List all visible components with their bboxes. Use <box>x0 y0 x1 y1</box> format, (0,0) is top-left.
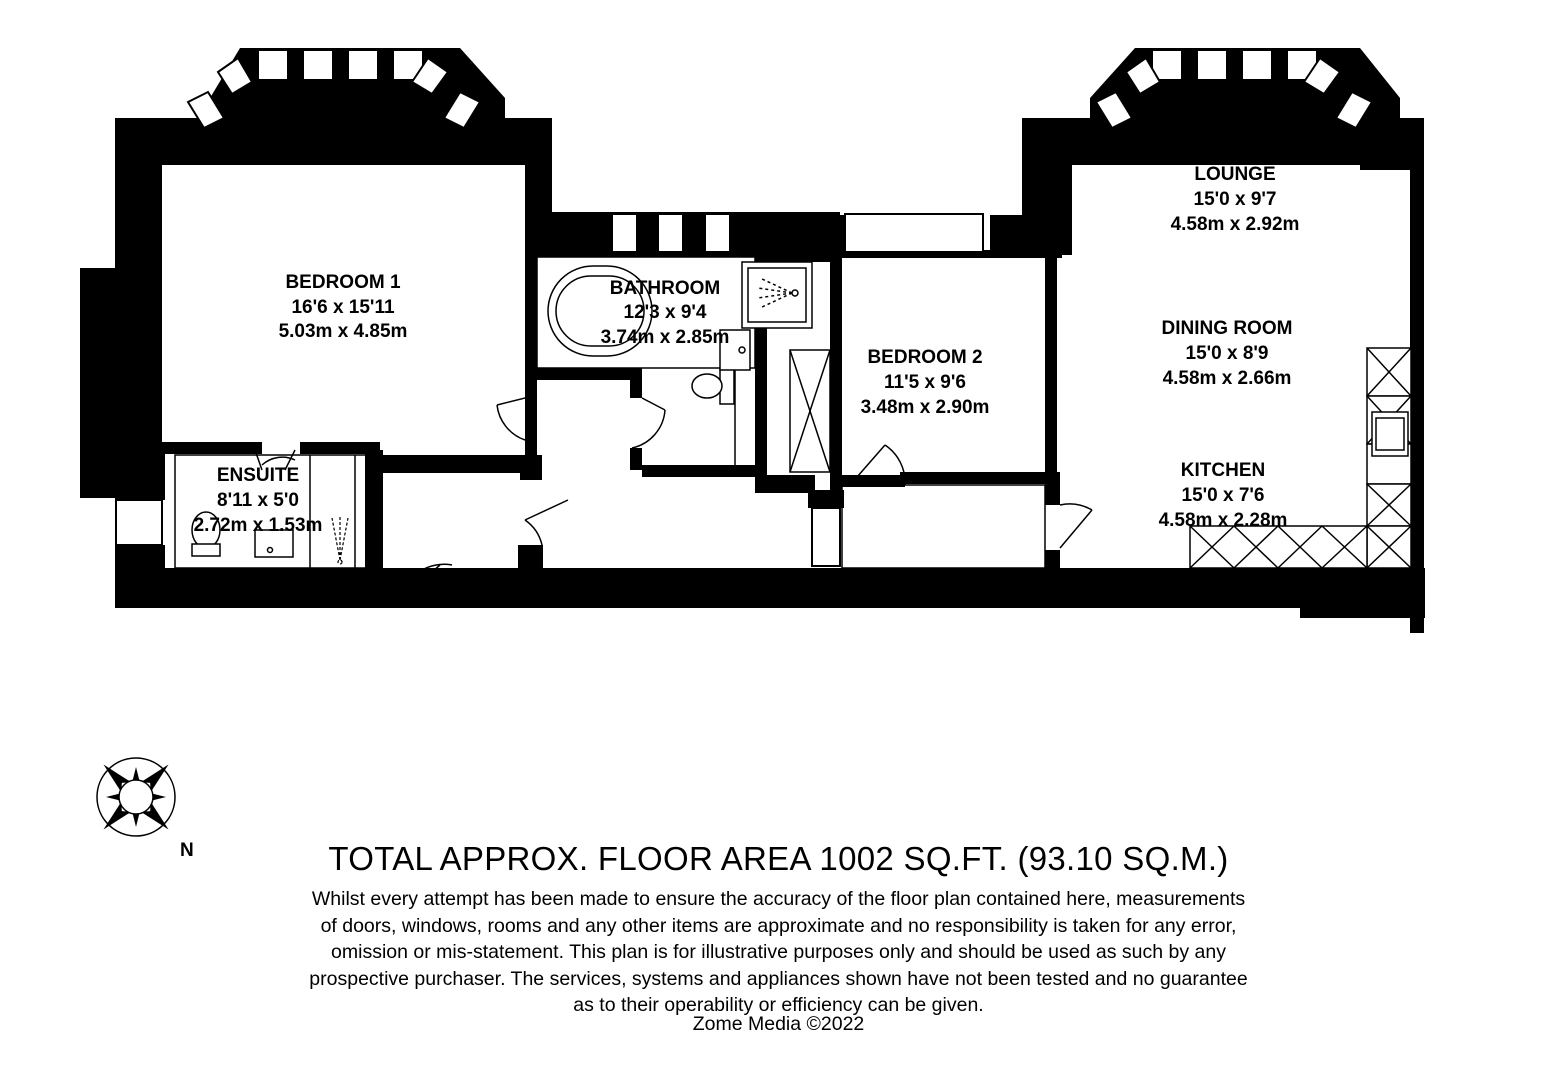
disclaimer <box>0 886 1557 1019</box>
shower-tray <box>742 262 812 328</box>
room-imperial-dining-room: 15'0 x 8'9 <box>1185 343 1269 364</box>
bedroom1-bay-wall <box>115 48 552 445</box>
compass-north-label: N <box>180 840 194 861</box>
room-imperial-kitchen: 15'0 x 7'6 <box>1181 485 1265 506</box>
room-name-dining-room: DINING ROOM <box>1161 318 1293 339</box>
disclaimer-line: omission or mis-statement. This plan is for illustrative purposes only and should be used as such by any <box>331 941 1226 963</box>
chimney-breast <box>80 268 118 498</box>
room-imperial-bedroom-1: 16'6 x 15'11 <box>291 297 395 318</box>
room-metric-bedroom-2: 3.48m x 2.90m <box>860 397 990 418</box>
room-name-kitchen: KITCHEN <box>1180 460 1266 481</box>
ensuite-shower <box>332 515 348 564</box>
room-metric-bedroom-1: 5.03m x 4.85m <box>278 321 408 342</box>
room-metric-kitchen: 4.58m x 2.28m <box>1158 510 1288 531</box>
room-name-bedroom-1: BEDROOM 1 <box>285 272 401 293</box>
toilet <box>692 368 734 404</box>
total-floor-area: TOTAL APPROX. FLOOR AREA 1002 SQ.FT. (93.10 SQ.M.) <box>328 840 1229 877</box>
bottom-wall <box>115 568 1425 608</box>
room-name-ensuite: ENSUITE <box>216 465 300 486</box>
disclaimer-line: of doors, windows, rooms and any other items are approximate and no responsibility is taken for any error, <box>320 914 1237 937</box>
room-name-bedroom-2: BEDROOM 2 <box>867 347 983 368</box>
room-metric-dining-room: 4.58m x 2.66m <box>1162 368 1292 389</box>
credit: Zome Media ©2022 <box>692 1013 865 1035</box>
room-name-bathroom: BATHROOM <box>609 278 721 299</box>
disclaimer-line: Whilst every attempt has been made to ensure the accuracy of the floor plan contained here, measurements <box>311 888 1246 910</box>
room-imperial-bedroom-2: 11'5 x 9'6 <box>884 372 966 393</box>
disclaimer-line: prospective purchaser. The services, systems and appliances shown have not been tested and no guarantee <box>309 967 1248 990</box>
room-imperial-lounge: 15'0 x 9'7 <box>1193 189 1277 210</box>
right-outer-wall <box>1410 118 1424 633</box>
disclaimer-line: as to their operability or efficiency can be given. <box>573 994 984 1016</box>
room-imperial-bathroom: 12'3 x 9'4 <box>623 302 707 323</box>
room-imperial-ensuite: 8'11 x 5'0 <box>217 490 299 511</box>
room-metric-bathroom: 3.74m x 2.85m <box>600 327 730 348</box>
room-metric-ensuite: 2.72m x 1.53m <box>193 515 323 536</box>
compass-rose-icon <box>71 732 201 840</box>
room-metric-lounge: 4.58m x 2.92m <box>1170 214 1300 235</box>
room-name-lounge: LOUNGE <box>1194 164 1276 185</box>
